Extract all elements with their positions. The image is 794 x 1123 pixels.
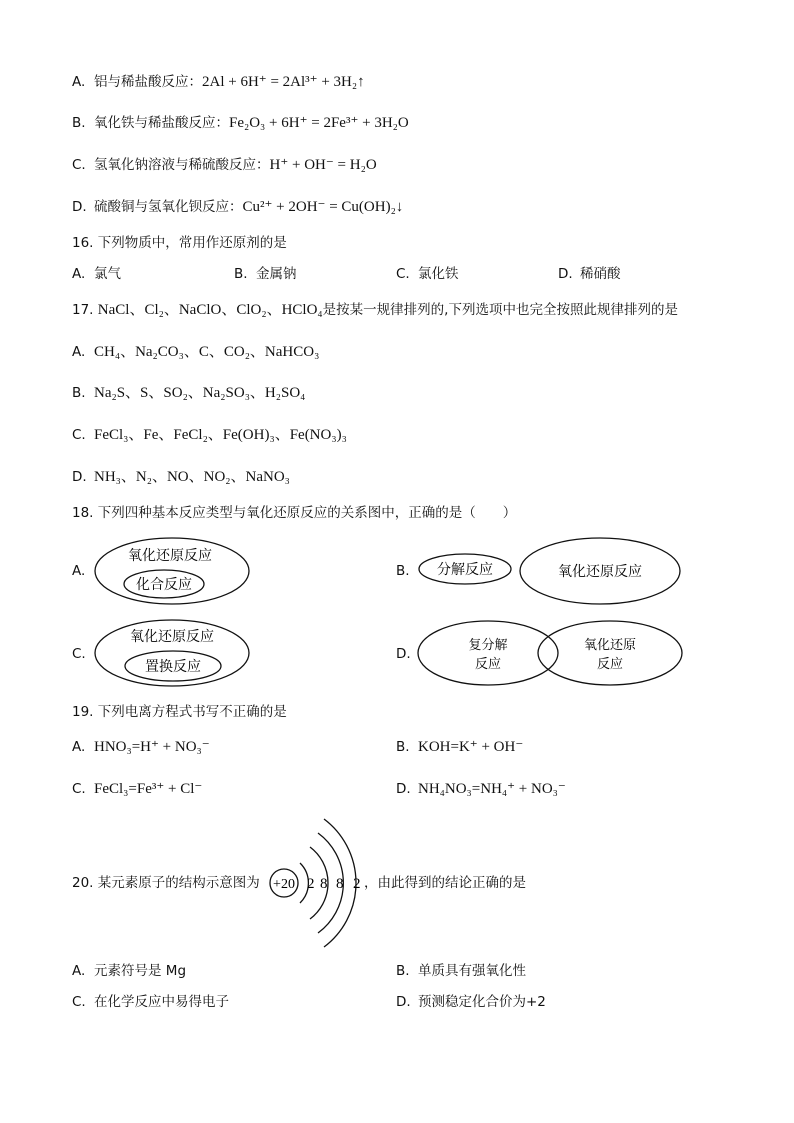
venn-diagram-a xyxy=(92,535,252,607)
option-label: B. xyxy=(234,266,248,282)
q20-option-a xyxy=(72,961,186,981)
q19-option-a xyxy=(72,737,210,757)
q18-stem: 18. 下列四种基本反应类型与氧化还原反应的关系图中，正确的是（ ） xyxy=(72,505,517,521)
equation: HNO₃=H⁺ + NO₃⁻ xyxy=(94,739,210,755)
q20-option-b xyxy=(396,961,526,981)
left-ellipse xyxy=(418,621,558,685)
equation: 2Al + 6H⁺ = 2Al³⁺ + 3H₂↑ xyxy=(202,74,365,90)
equation: NH₃、N₂、NO、NO₂、NaNO₃ xyxy=(94,469,290,485)
q18-option-d-label: D. xyxy=(396,646,411,662)
right-label: 氧化还原反应 xyxy=(558,564,642,580)
equation: NH₄NO₃=NH₄⁺ + NO₃⁻ xyxy=(418,781,566,797)
q16-option-c xyxy=(396,264,459,284)
option-text: 金属钠 xyxy=(256,266,297,282)
option-label: D. xyxy=(72,199,87,215)
equation: Fe₂O₃ + 6H⁺ = 2Fe³⁺ + 3H₂O xyxy=(229,115,409,131)
q17-option-d xyxy=(72,467,290,487)
left-label-line1: 复分解 xyxy=(468,638,508,653)
q16-option-a xyxy=(72,264,121,284)
option-text: 氢氧化钠溶液与稀硫酸反应： xyxy=(94,157,270,173)
equation: Cu²⁺ + 2OH⁻ = Cu(OH)₂↓ xyxy=(242,199,404,215)
right-ellipse xyxy=(538,621,682,685)
equation: KOH=K⁺ + OH⁻ xyxy=(418,739,524,755)
option-label: A. xyxy=(72,739,86,755)
equation: H⁺ + OH⁻ = H₂O xyxy=(269,157,377,173)
venn-diagram-b xyxy=(415,535,685,607)
option-label: C. xyxy=(396,266,410,282)
q18-option-a-label: A. xyxy=(72,563,86,579)
question-text: 是按某一规律排列的,下列选项中也完全按照此规律排列的是 xyxy=(322,302,678,318)
option-text: 铝与稀盐酸反应： xyxy=(94,74,202,90)
option-label: A. xyxy=(72,74,86,90)
option-label: D. xyxy=(396,781,411,797)
q18-option-c-label: C. xyxy=(72,646,86,662)
option-text: 稀硝酸 xyxy=(580,266,621,282)
venn-diagram-c xyxy=(92,617,252,689)
equation: FeCl₃、Fe、FeCl₂、Fe(OH)₃、Fe(NO₃)₃ xyxy=(94,427,347,443)
left-label: 分解反应 xyxy=(437,562,493,578)
shell-count-1: 2 xyxy=(307,876,315,892)
option-text: 氯化铁 xyxy=(418,266,459,282)
option-label: D. xyxy=(396,994,411,1010)
equation: Na₂S、S、SO₂、Na₂SO₃、H₂SO₄ xyxy=(94,385,306,401)
option-label: C. xyxy=(72,994,86,1010)
option-label: C. xyxy=(72,781,86,797)
nucleus-charge: +20 xyxy=(273,877,295,892)
outer-label: 氧化还原反应 xyxy=(130,629,214,645)
atomic-structure-diagram xyxy=(264,815,374,953)
question-number: 17. xyxy=(72,302,94,318)
q17-option-c xyxy=(72,425,347,445)
q16-stem: 16. 下列物质中，常用作还原剂的是 xyxy=(72,235,287,251)
option-text: 单质具有强氧化性 xyxy=(418,963,526,979)
option-label: A. xyxy=(72,344,86,360)
q17-option-a xyxy=(72,342,319,362)
q15-option-c xyxy=(72,155,377,175)
option-label: B. xyxy=(396,963,410,979)
inner-label: 化合反应 xyxy=(136,577,192,593)
q15-option-a xyxy=(72,72,365,92)
option-label: C. xyxy=(72,427,86,443)
venn-diagram-d xyxy=(415,617,685,689)
sequence-formula: NaCl、Cl₂、NaClO、ClO₂、HClO₄ xyxy=(97,302,323,318)
q19-option-c xyxy=(72,779,202,799)
option-label: B. xyxy=(72,385,86,401)
q18-option-b-label: B. xyxy=(396,563,410,579)
inner-label: 置换反应 xyxy=(145,659,201,675)
option-label: B. xyxy=(72,115,86,131)
shell-count-4: 2 xyxy=(353,876,361,892)
q17-stem xyxy=(72,300,678,320)
right-label-line1: 氧化还原 xyxy=(583,638,637,653)
q20-option-d xyxy=(396,992,546,1012)
q20-stem-tail: ，由此得到的结论正确的是 xyxy=(364,875,526,891)
option-label: B. xyxy=(396,739,410,755)
q19-option-d xyxy=(396,779,566,799)
q15-option-b xyxy=(72,113,409,133)
equation: FeCl₃=Fe³⁺ + Cl⁻ xyxy=(94,781,203,797)
right-label-line2: 反应 xyxy=(596,657,624,672)
q19-option-b xyxy=(396,737,523,757)
option-text: 元素符号是 Mg xyxy=(94,963,187,979)
option-label: A. xyxy=(72,963,86,979)
option-text: 氯气 xyxy=(94,266,121,282)
option-text: 氧化铁与稀盐酸反应： xyxy=(94,115,229,131)
option-text: 预测稳定化合价为+2 xyxy=(418,994,546,1010)
q19-stem: 19. 下列电离方程式书写不正确的是 xyxy=(72,704,287,720)
left-label-line2: 反应 xyxy=(474,657,502,672)
q17-option-b xyxy=(72,383,305,403)
option-label: C. xyxy=(72,157,86,173)
shell-count-3: 8 xyxy=(336,876,344,892)
q20-option-c xyxy=(72,992,229,1012)
option-label: D. xyxy=(72,469,87,485)
option-label: A. xyxy=(72,266,86,282)
q20-stem-head: 20. 某元素原子的结构示意图为 xyxy=(72,875,260,891)
shell-count-2: 8 xyxy=(320,876,328,892)
q16-option-d xyxy=(558,264,621,284)
q16-option-b xyxy=(234,264,297,284)
equation: CH₄、Na₂CO₃、C、CO₂、NaHCO₃ xyxy=(94,344,320,360)
option-text: 在化学反应中易得电子 xyxy=(94,994,229,1010)
option-text: 硫酸铜与氢氧化钡反应： xyxy=(94,199,243,215)
outer-label: 氧化还原反应 xyxy=(128,548,212,564)
option-label: D. xyxy=(558,266,573,282)
q15-option-d xyxy=(72,197,403,217)
